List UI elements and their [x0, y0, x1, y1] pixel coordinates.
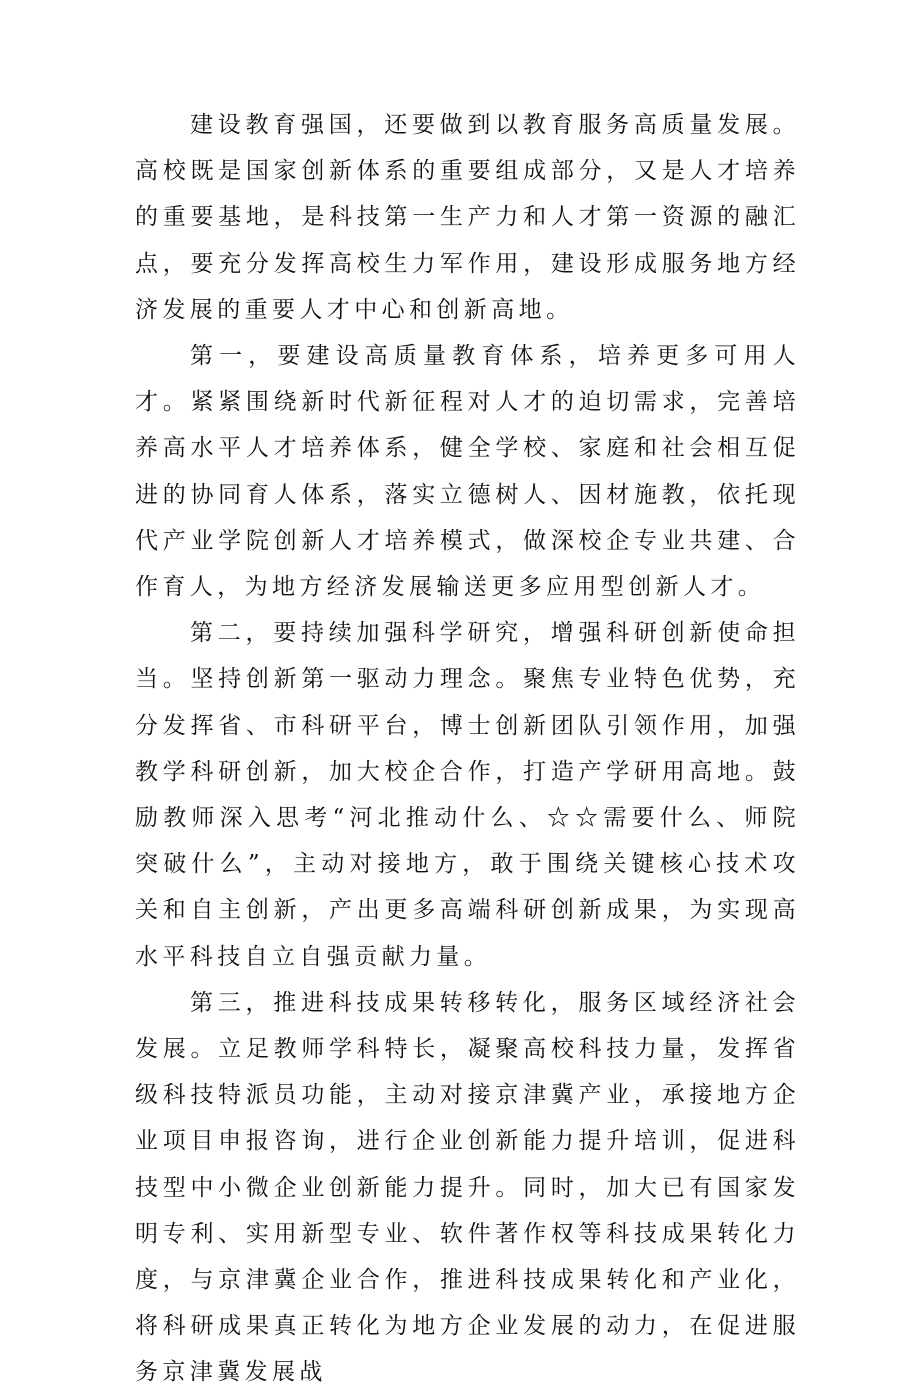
document-body — [135, 102, 800, 1396]
paragraph-point-three: 第三，推进科技成果转移转化，服务区域经济社会发展。立足教师学科特长，凝聚高校科技力量，发挥省级科技特派员功能，主动对接京津冀产业，承接地方企业项目申报咨询，进行企业创新能力提升培训，促进科技型中小微企业创新能力提升。同时，加大已有国家发明专利、实用新型专业、软件著作权等科技成果转化力度，与京津冀企业合作，推进科技成果转化和产业化，将科研成果真正转化为地方企业发展的动力，在促进服务京津冀发展战 — [135, 989, 800, 1386]
paragraph-point-one: 第一，要建设高质量教育体系，培养更多可用人才。紧紧围绕新时代新征程对人才的迫切需求，完善培养高水平人才培养体系，健全学校、家庭和社会相互促进的协同育人体系，落实立德树人、因材施教，依托现代产业学院创新人才培养模式，做深校企专业共建、合作育人，为地方经济发展输送更多应用型创新人才。 — [135, 343, 800, 601]
paragraph-point-two: 第二，要持续加强科学研究，增强科研创新使命担当。坚持创新第一驱动力理念。聚焦专业特色优势，充分发挥省、市科研平台，博士创新团队引领作用，加强教学科研创新，加大校企合作，打造产学研用高地。鼓励教师深入思考“河北推动什么、☆☆需要什么、师院突破什么”，主动对接地方，敢于围绕关键核心技术攻关和自主创新，产出更多高端科研创新成果，为实现高水平科技自立自强贡献力量。 — [135, 620, 800, 970]
paragraph-intro: 建设教育强国，还要做到以教育服务高质量发展。高校既是国家创新体系的重要组成部分，又是人才培养的重要基地，是科技第一生产力和人才第一资源的融汇点，要充分发挥高校生力军作用，建设形成服务地方经济发展的重要人才中心和创新高地。 — [135, 112, 800, 323]
